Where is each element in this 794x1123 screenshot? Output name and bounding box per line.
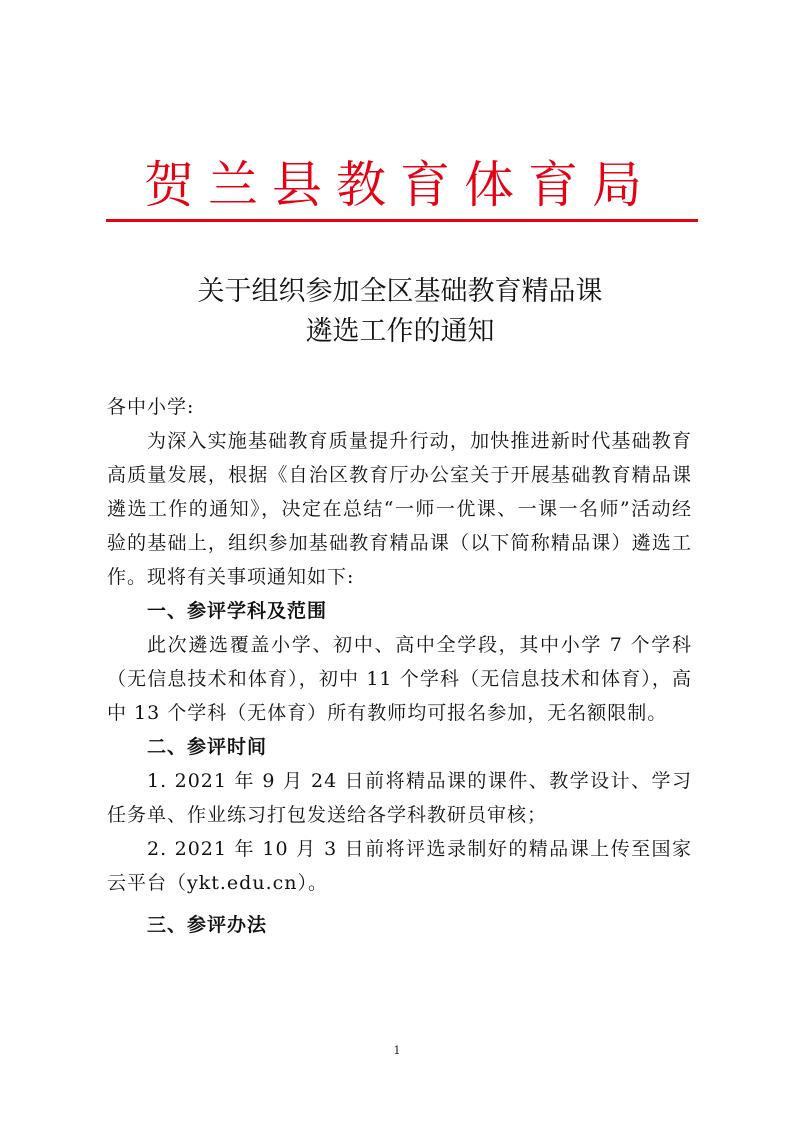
salutation: 各中小学: bbox=[107, 396, 195, 418]
section2-item1: 1. 2021 年 9 月 24 日前将精品课的课件、教学设计、学习任务单、作业练习打包发送给各学科教研员审核； bbox=[107, 770, 692, 826]
section1-paragraph: 此次遴选覆盖小学、初中、高中全学段，其中小学 7 个学科（无信息技术和体育），初中 11 个学科（无信息技术和体育），高中 13 个学科（无体育）所有教师均可报名参加，无名额限制。 bbox=[107, 634, 692, 724]
section2-item2: 2. 2021 年 10 月 3 日前将评选录制好的精品课上传至国家云平台（ykt.edu.cn）。 bbox=[107, 838, 692, 894]
section3-heading: 三、参评办法 bbox=[147, 914, 268, 936]
document-title bbox=[100, 272, 700, 352]
page-number: 1 bbox=[393, 1044, 401, 1057]
organization-header: 贺兰县教育体育局 bbox=[144, 156, 656, 214]
document-body bbox=[107, 390, 692, 942]
intro-paragraph: 为深入实施基础教育质量提升行动，加快推进新时代基础教育高质量发展，根据《自治区教育厅办公室关于开展基础教育精品课遴选工作的通知》，决定在总结“一师一优课、一课一名师”活动经验的基础上，组织参加基础教育精品课（以下简称精品课）遴选工作。现将有关事项通知如下: bbox=[107, 430, 692, 588]
document-title-line1: 关于组织参加全区基础教育精品课 bbox=[197, 276, 603, 307]
section1-heading: 一、参评学科及范围 bbox=[147, 600, 328, 622]
section2-heading: 二、参评时间 bbox=[147, 736, 268, 758]
header-divider bbox=[106, 219, 698, 222]
document-title-line2: 遴选工作的通知 bbox=[305, 316, 495, 347]
